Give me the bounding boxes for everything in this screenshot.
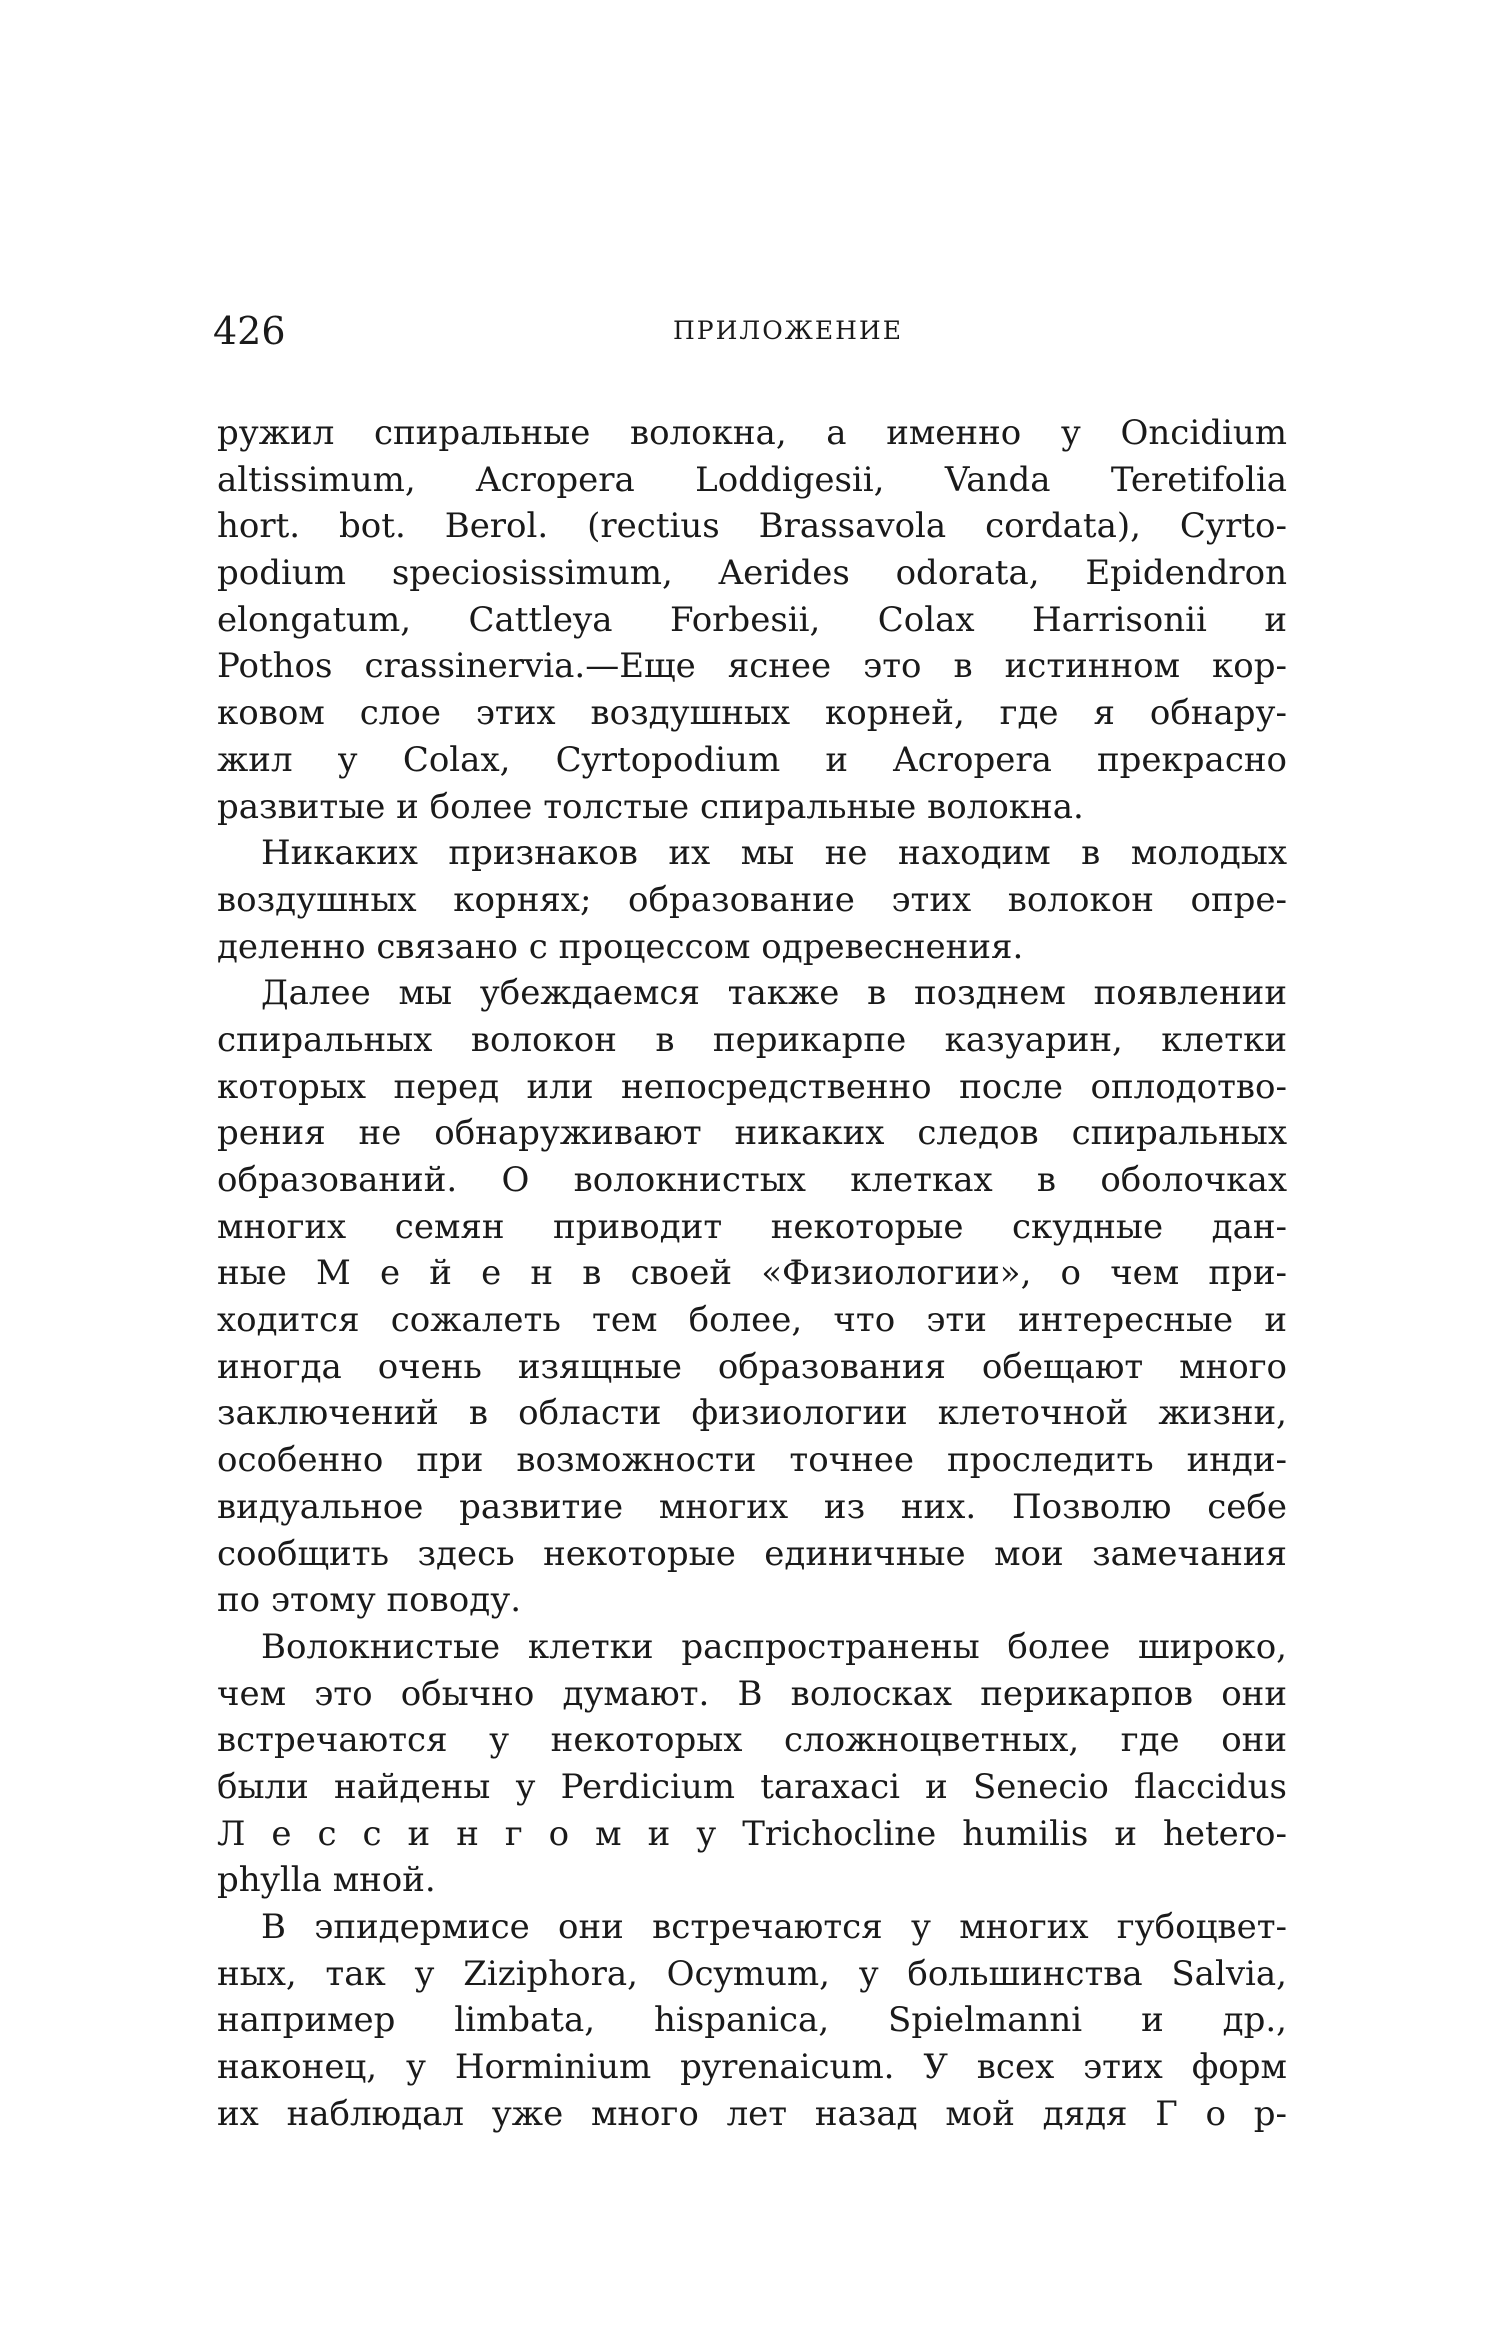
text-line: встречаются у некоторых сложноцветных, где они [217, 1720, 1287, 1761]
text-line: сообщить здесь некоторые единичные мои замечания [217, 1533, 1287, 1574]
text-line: ные М е й е н в своей «Физиологии», о чем при- [217, 1253, 1287, 1294]
text-line: В эпидермисе они встречаются у многих губоцвет- [261, 1907, 1287, 1947]
paragraph [217, 410, 1287, 830]
paragraph [217, 830, 1287, 970]
text-line: Волокнистые клетки распространены более широко, [261, 1626, 1287, 1667]
text-line: видуальное развитие многих из них. Позволю себе [217, 1486, 1287, 1527]
running-title: ПРИЛОЖЕНИЕ [673, 316, 903, 345]
text-line: иногда очень изящные образования обещают много [217, 1346, 1287, 1387]
text-line: которых перед или непосредственно после оплодотво- [217, 1066, 1287, 1107]
paragraph [217, 1624, 1287, 1904]
text-line: ных, так у Ziziphora, Ocymum, у большинства Salvia, [217, 1953, 1287, 1994]
text-line: elongatum, Cattleya Forbesii, Colax Harrisonii и [217, 599, 1287, 640]
text-line: наконец, у Horminium pyrenaicum. У всех этих форм [217, 2047, 1287, 2088]
body-text [217, 410, 1287, 2137]
text-line: ковом слое этих воздушных корней, где я обнару- [217, 693, 1287, 734]
text-line: развитые и более толстые спиральные волокна. [217, 786, 1084, 827]
text-line: чем это обычно думают. В волосках перикарпов они [217, 1673, 1287, 1714]
text-line: phylla мной. [217, 1860, 436, 1901]
text-line: Л е с с и н г о м и у Trichocline humilis и hetero- [217, 1813, 1287, 1854]
text-line: жил у Colax, Cyrtopodium и Acropera прекрасно [217, 739, 1287, 780]
text-line: ходится сожалеть тем более, что эти интересные и [217, 1300, 1287, 1341]
text-line: воздушных корнях; образование этих волокон опре- [217, 879, 1287, 920]
text-line: деленно связано с процессом одревеснения. [217, 926, 1024, 967]
text-line: их наблюдал уже много лет назад мой дядя Г о р- [217, 2093, 1287, 2134]
text-line: многих семян приводит некоторые скудные дан- [217, 1206, 1287, 1247]
text-line: например limbata, hispanica, Spielmanni и др., [217, 2000, 1287, 2041]
page-number: 426 [213, 309, 286, 353]
text-line: образований. О волокнистых клетках в оболочках [217, 1160, 1287, 1200]
text-line: заключений в области физиологии клеточной жизни, [217, 1393, 1287, 1434]
text-line: altissimum, Acropera Loddigesii, Vanda Teretifolia [217, 459, 1287, 500]
text-line: по этому поводу. [217, 1580, 522, 1621]
text-line: podium speciosissimum, Aerides odorata, Epidendron [217, 553, 1287, 594]
text-line: были найдены у Perdicium taraxaci и Senecio flaccidus [217, 1766, 1287, 1807]
paragraph [217, 1904, 1287, 2137]
text-line: Pothos crassinervia.—Еще яснее это в истинном кор- [217, 646, 1287, 687]
text-line: hort. bot. Berol. (rectius Brassavola cordata), Cyrto- [217, 506, 1287, 547]
text-line: рения не обнаруживают никаких следов спиральных [217, 1113, 1287, 1154]
text-line: Никаких признаков их мы не находим в молодых [261, 833, 1287, 874]
page-header [213, 306, 1293, 356]
text-line: спиральных волокон в перикарпе казуарин, клетки [217, 1019, 1287, 1060]
text-line: ружил спиральные волокна, а именно у Oncidium [217, 413, 1287, 453]
text-line: особенно при возможности точнее проследить инди- [217, 1440, 1287, 1481]
paragraph [217, 970, 1287, 1624]
text-line: Далее мы убеждаемся также в позднем появлении [261, 973, 1287, 1014]
